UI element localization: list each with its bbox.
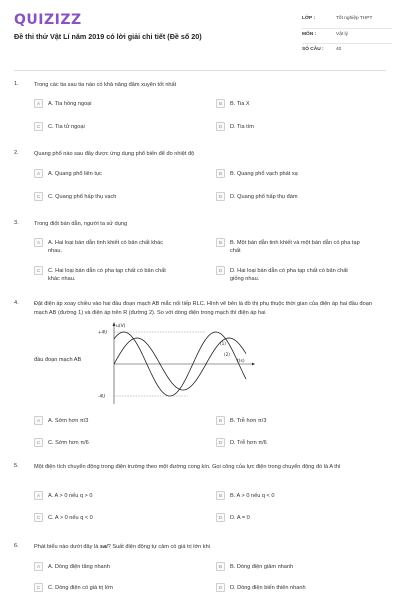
question-number: 4. (14, 300, 19, 306)
option-letter: D (216, 122, 225, 131)
header-divider (14, 70, 386, 71)
t-axis-label: t(s) (237, 359, 245, 364)
question-number: 6. (14, 543, 19, 549)
option-a[interactable] (34, 562, 178, 571)
meta-value: Vật lý (336, 31, 348, 37)
option-a[interactable] (34, 238, 178, 255)
option-text: A. Sớm hơn π/3 (48, 417, 89, 424)
option-text: B. Dòng điện giảm nhanh (230, 563, 294, 570)
option-text: A. A > 0 nếu q > 0 (48, 492, 93, 499)
option-c[interactable] (34, 122, 178, 131)
option-text: D. Quang phổ hấp thụ đám (230, 193, 298, 200)
question-text: Quang phổ nào sau đây được ứng dụng phổ biến để đo nhiệt độ (34, 151, 195, 157)
option-letter: D (216, 266, 225, 275)
option-b[interactable] (216, 491, 360, 500)
option-letter: A (34, 416, 43, 425)
option-d[interactable] (216, 513, 360, 522)
option-letter: B (216, 416, 225, 425)
option-text: C. Quang phổ hấp thụ vạch (48, 193, 117, 200)
option-letter: C (34, 266, 43, 275)
emphasis-word: sai (99, 544, 108, 550)
question-text-end: ? Suất điện động tự cảm có giá trị lớn khi (107, 544, 210, 550)
option-letter: A (34, 238, 43, 247)
option-letter: C (34, 438, 43, 447)
option-b[interactable] (216, 562, 360, 571)
question-text-start: Phát biểu nào dưới đây là (34, 544, 100, 550)
question-text: Một điện tích chuyển động trong điện trường theo một đường cong kín. Gọi công của lực điện trong chuyển động đó là A thì (34, 464, 341, 470)
option-letter: B (216, 99, 225, 108)
option-text: A. Tia hồng ngoại (48, 100, 92, 107)
voltage-time-graph (96, 320, 256, 404)
question-text (34, 543, 384, 552)
option-c[interactable] (34, 513, 178, 522)
option-text: D. Dòng điện biến thiên nhanh (230, 584, 306, 591)
option-letter: C (34, 192, 43, 201)
question-text: Trong điốt bán dẫn, người ta sử dụng (34, 221, 128, 227)
option-text: C. A > 0 nếu q < 0 (48, 514, 93, 521)
question-number: 2. (14, 150, 19, 156)
option-letter: A (34, 562, 43, 571)
meta-row-subject (302, 29, 392, 45)
option-text: A. Quang phổ liên tục (48, 170, 102, 177)
t-axis-arrow (252, 363, 255, 366)
question-number: 3. (14, 220, 19, 226)
u-axis-label: u(V) (116, 324, 126, 329)
option-c[interactable] (34, 438, 178, 447)
option-text: A. Dòng điện tăng nhanh (48, 563, 110, 570)
option-d[interactable] (216, 122, 360, 131)
curve-2-label: (2) (224, 352, 230, 357)
option-letter: B (216, 491, 225, 500)
quizizz-logo: QUIZIZZ (14, 12, 82, 28)
option-b[interactable] (216, 99, 360, 108)
meta-table (302, 13, 392, 60)
option-text: B. Tia X (230, 100, 250, 107)
option-letter: D (216, 583, 225, 592)
option-d[interactable] (216, 192, 360, 201)
option-c[interactable] (34, 192, 178, 201)
option-text: D. Trễ hơn π/6 (230, 439, 267, 446)
min-label: -4U (98, 393, 106, 399)
question-text: Trong các tia sau tia nào có khả năng đâm xuyên tốt nhất (34, 82, 177, 88)
option-letter: A (34, 99, 43, 108)
option-text: C. Dòng điện có giá trị lớn (48, 584, 113, 591)
option-text: C. Hai loại bán dẫn có pha tạp chất có bản chất khác nhau. (48, 267, 166, 282)
option-letter: B (216, 562, 225, 571)
option-d[interactable] (216, 583, 360, 592)
option-text: B. Quang phổ vạch phát xạ (230, 170, 298, 177)
option-text: C. Tia tử ngoại (48, 123, 85, 130)
option-b[interactable] (216, 238, 360, 255)
option-text: A. Hai loại bán dẫn tinh khiết có bản chất khác nhau. (48, 239, 164, 254)
option-text: C. Sớm hơn π/6 (48, 439, 89, 446)
option-letter: D (216, 438, 225, 447)
option-text: D. Hai loại bán dẫn có pha tạp chất có bản chất giống nhau. (230, 267, 348, 282)
meta-value: 40 (336, 47, 342, 52)
option-text: B. A > 0 nếu q < 0 (230, 492, 275, 499)
question-text: Đặt điện áp xoay chiều vào hai đầu đoạn mạch AB mắc nối tiếp RLC. Hình vẽ bên là đồ thị phụ thuộc thời gian của điện áp hai đầu đoạn mạch AB (đường 1) và điện áp trên R (đường 2). So với dòng điện trong mạch thì điện áp hai (34, 301, 372, 316)
meta-row-class (302, 13, 392, 29)
option-d[interactable] (216, 438, 360, 447)
option-letter: C (34, 122, 43, 131)
meta-key: SỐ CÂU : (302, 47, 324, 52)
option-letter: C (34, 583, 43, 592)
meta-value: Tốt nghiệp THPT (336, 16, 373, 21)
option-letter: B (216, 169, 225, 178)
meta-row-count (302, 44, 392, 60)
meta-key: MÔN : (302, 31, 317, 37)
option-letter: D (216, 513, 225, 522)
question-number: 5. (14, 463, 19, 469)
option-a[interactable] (34, 416, 178, 425)
option-text: D. A = 0 (230, 514, 250, 521)
meta-key: LỚP : (302, 16, 316, 21)
option-a[interactable] (34, 99, 178, 108)
option-a[interactable] (34, 491, 178, 500)
max-label: +4U (98, 329, 108, 335)
option-letter: A (34, 169, 43, 178)
option-d[interactable] (216, 266, 360, 283)
option-text: D. Tia tím (230, 123, 254, 130)
option-a[interactable] (34, 169, 178, 178)
option-text: B. Trễ hơn π/3 (230, 417, 267, 424)
option-letter: B (216, 238, 225, 247)
option-b[interactable] (216, 169, 360, 178)
document-title: Đề thi thử Vật Lí năm 2019 có lời giải chi tiết (Đề số 20) (14, 32, 202, 41)
curve-1-label: (1) (220, 341, 226, 346)
option-letter: A (34, 491, 43, 500)
option-letter: D (216, 192, 225, 201)
option-c[interactable] (34, 266, 178, 283)
question-text-continuation: đầu đoạn mạch AB (34, 357, 82, 363)
question-number: 1. (14, 81, 19, 87)
worksheet-header (0, 0, 400, 66)
option-text: B. Một bán dẫn tinh khiết và một bán dẫn có pha tạp chất (230, 239, 360, 254)
option-letter: C (34, 513, 43, 522)
option-c[interactable] (34, 583, 178, 592)
option-b[interactable] (216, 416, 360, 425)
